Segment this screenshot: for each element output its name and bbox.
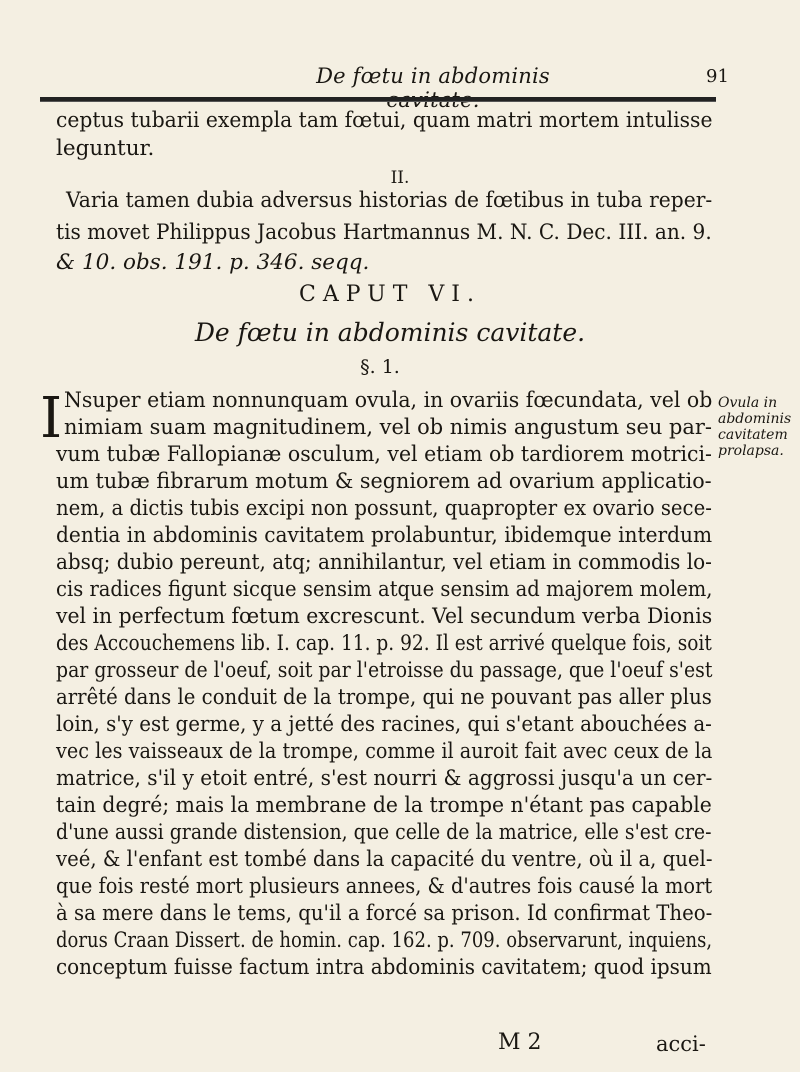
signature-mark: M 2 bbox=[498, 1030, 542, 1055]
text-line: dorus Craan Dissert. de homin. cap. 162. p. 709. observarunt, inquiens, bbox=[56, 928, 713, 953]
text-line: d'une aussi grande distension, que celle de la matrice, elle s'est cre- bbox=[56, 820, 712, 845]
text-line: nem, a dictis tubis excipi non possunt, quapropter ex ovario sece- bbox=[56, 496, 712, 521]
text-line: dentia in abdominis cavitatem prolabuntur, ibidemque interdum bbox=[56, 523, 713, 548]
text-line: vec les vaisseaux de la trompe, comme il auroit fait avec ceux de la bbox=[56, 739, 713, 764]
header-rule bbox=[40, 97, 716, 102]
text-line: tis movet Philippus Jacobus Hartmannus M. N. C. Dec. III. an. 9. bbox=[56, 220, 712, 245]
running-title: De fœtu in abdominis bbox=[316, 64, 550, 88]
text-line: Nsuper etiam nonnunquam ovula, in ovariis fœcundata, vel ob bbox=[64, 388, 713, 413]
catchword: acci- bbox=[656, 1032, 706, 1056]
text-line: que fois resté mort plusieurs annees, & d'autres fois causé la mort bbox=[56, 874, 713, 899]
margin-note-line: cavitatem bbox=[718, 427, 788, 443]
paragraph-number: §. 1. bbox=[360, 356, 400, 378]
text-line: leguntur. bbox=[56, 136, 155, 161]
text-line: cis radices figunt sicque sensim atque sensim ad majorem molem, bbox=[56, 577, 713, 602]
margin-note-line: Ovula in bbox=[718, 395, 778, 411]
text-line: um tubæ fibrarum motum & segniorem ad ovarium applicatio- bbox=[56, 469, 712, 494]
text-line: veé, & l'enfant est tombé dans la capacité du ventre, où il a, quel- bbox=[56, 847, 713, 872]
section-number: II. bbox=[390, 168, 410, 188]
text-line: & 10. obs. 191. p. 346. seqq. bbox=[56, 250, 370, 275]
text-line: conceptum fuisse factum intra abdominis cavitatem; quod ipsum bbox=[56, 955, 712, 980]
text-line: par grosseur de l'oeuf, soit par l'etroisse du passage, que l'oeuf s'est bbox=[56, 658, 713, 683]
chapter-heading: CAPUT VI. bbox=[299, 282, 481, 307]
text-line: tain degré; mais la membrane de la trompe n'étant pas capable bbox=[56, 793, 712, 818]
chapter-title: De fœtu in abdominis cavitate. bbox=[194, 318, 586, 347]
margin-note-line: prolapsa. bbox=[718, 443, 784, 459]
text-line: absq; dubio pereunt, atq; annihilantur, vel etiam in commodis lo- bbox=[56, 550, 712, 575]
margin-note-line: abdominis bbox=[718, 411, 792, 427]
text-line: des Accouchemens lib. I. cap. 11. p. 92. Il est arrivé quelque fois, soit bbox=[56, 631, 712, 656]
running-head bbox=[0, 64, 800, 94]
page-number: 91 bbox=[706, 66, 729, 87]
text-line: Varia tamen dubia adversus historias de fœtibus in tuba reper- bbox=[66, 188, 713, 213]
text-line: matrice, s'il y etoit entré, s'est nourri & aggrossi jusqu'a un cer- bbox=[56, 766, 713, 791]
text-line: loin, s'y est germe, y a jetté des racines, qui s'etant abouchées a- bbox=[56, 712, 712, 737]
text-line: vum tubæ Fallopianæ osculum, vel etiam ob tardiorem motrici- bbox=[56, 442, 712, 467]
drop-cap: I bbox=[40, 386, 63, 451]
text-line: arrêté dans le conduit de la trompe, qui ne pouvant pas aller plus bbox=[56, 685, 712, 710]
text-line: à sa mere dans le tems, qu'il a forcé sa prison. Id confirmat Theo- bbox=[56, 901, 713, 926]
text-line: nimiam suam magnitudinem, vel ob nimis angustum seu par- bbox=[64, 415, 712, 440]
text-line: vel in perfectum fœtum excrescunt. Vel secundum verba Dionis bbox=[56, 604, 713, 629]
text-line: ceptus tubarii exempla tam fœtui, quam matri mortem intulisse bbox=[56, 108, 713, 133]
